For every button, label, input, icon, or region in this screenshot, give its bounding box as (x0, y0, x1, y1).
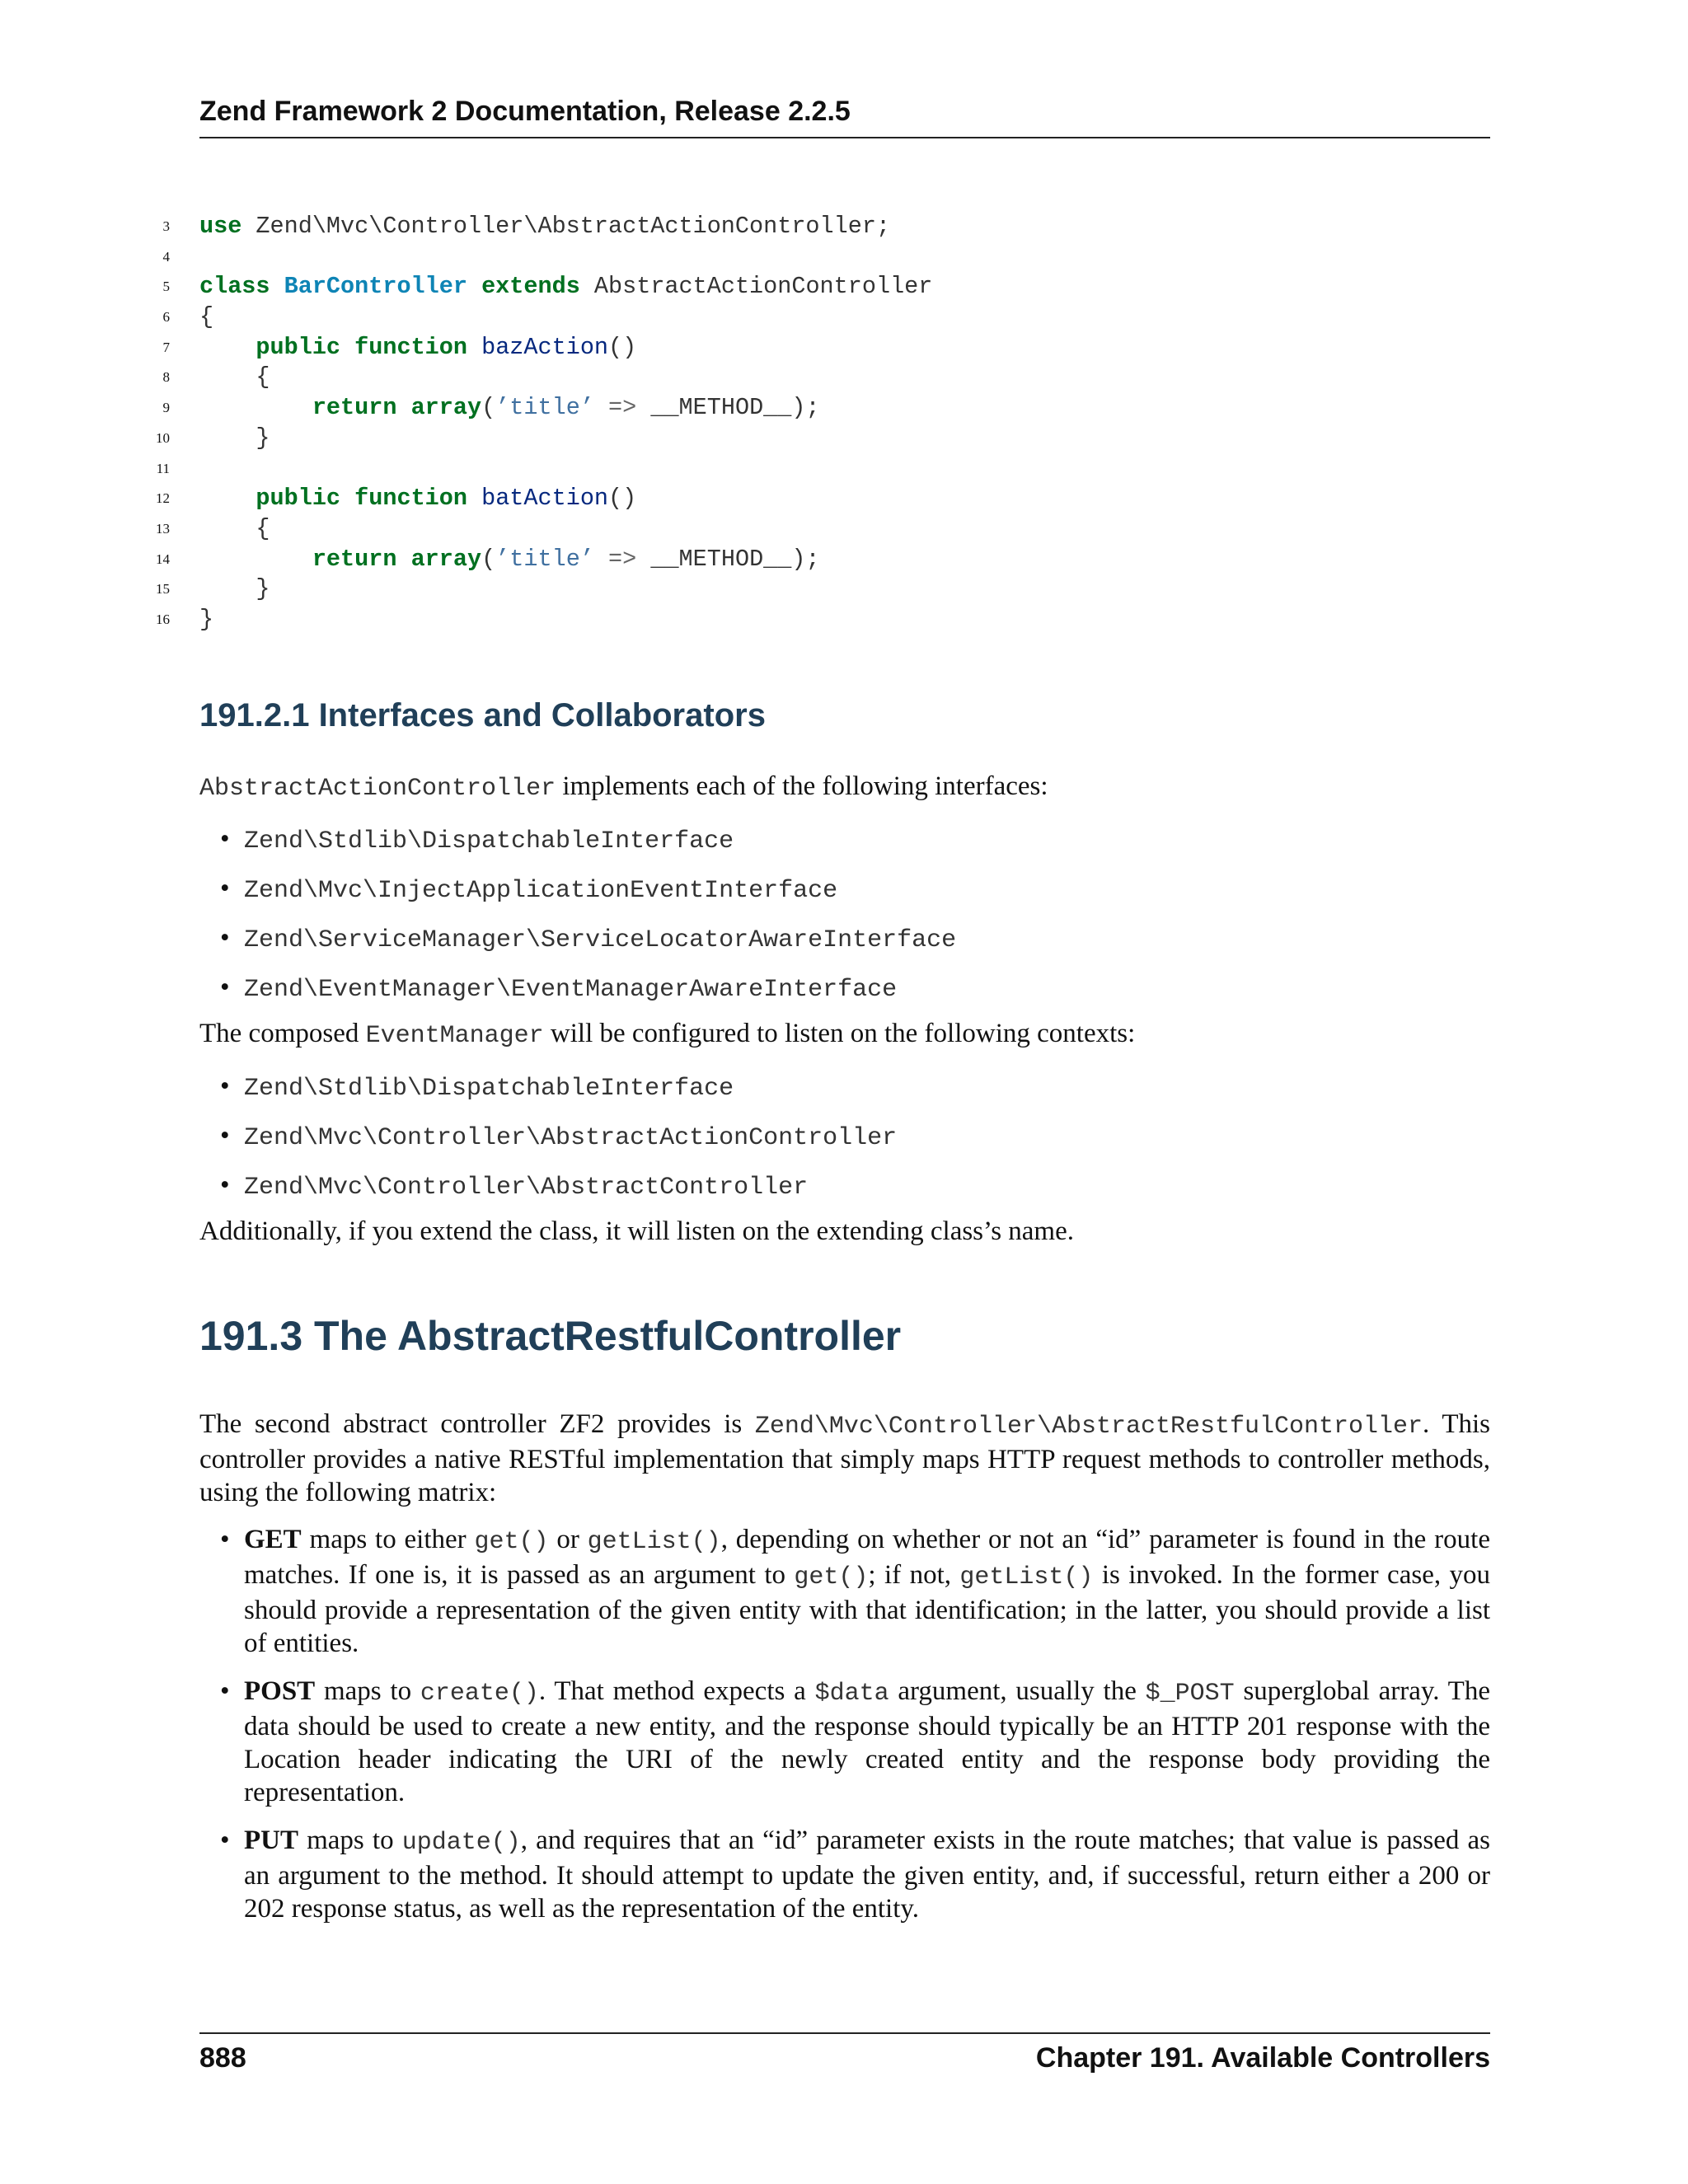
intro-text: implements each of the following interfaces: (556, 771, 1048, 801)
inline-code: $_POST (1145, 1680, 1235, 1708)
code-token (199, 485, 256, 512)
http-verb: PUT (244, 1825, 298, 1855)
bullet-icon: • (220, 923, 230, 953)
code-token (467, 485, 481, 512)
code-token: array (410, 394, 482, 422)
code-token: { (199, 303, 214, 331)
code-token: extends (481, 273, 580, 301)
code-line (148, 212, 1302, 242)
inline-code: get() (474, 1528, 549, 1556)
code-token: __METHOD__); (636, 545, 820, 573)
code-token (396, 546, 410, 573)
code-text (199, 545, 820, 575)
inline-code: create() (420, 1680, 539, 1708)
code-token: return (312, 394, 397, 422)
code-text: Zend\EventManager\EventManagerAwareInterface (244, 976, 898, 1004)
code-token (270, 273, 284, 300)
code-line (148, 605, 1302, 635)
code-token: } (199, 424, 270, 452)
running-header: Zend Framework 2 Documentation, Release 2.2.5 (199, 92, 1490, 138)
code-line (148, 454, 1302, 485)
interface-item (220, 971, 1490, 1020)
inline-code: getList() (587, 1528, 721, 1556)
inline-code: getList() (959, 1563, 1094, 1591)
body-text: , and requires that an “id” parameter exists in the route matches; that value is passed as an argument to the method. It should attempt to update the given entity, and, if successful, return either a 200 or 202 response status, as well as the representation of the entity. (244, 1825, 1490, 1924)
http-method-item (220, 1675, 1490, 1809)
code-text (199, 272, 932, 302)
code-line (148, 484, 1302, 514)
context-item (220, 1169, 1490, 1218)
code-token: return (312, 545, 397, 573)
line-number: 16 (156, 611, 170, 627)
code-token: public (256, 485, 341, 513)
code-token: public (256, 333, 341, 361)
body-text: ; if not, (868, 1560, 960, 1590)
body-text: maps to either (301, 1525, 475, 1554)
code-text: Zend\Mvc\Controller\AbstractController (244, 1174, 809, 1202)
line-number: 8 (162, 369, 170, 386)
line-number: 10 (156, 429, 170, 446)
composed-paragraph: The composed EventManager will be configured to listen on the following contexts: (199, 1019, 1136, 1050)
code-text (199, 212, 890, 242)
code-token: () (608, 485, 637, 513)
inline-code: get() (794, 1563, 869, 1591)
code-token: { (199, 514, 270, 542)
code-token (340, 485, 354, 512)
inline-code: $data (814, 1680, 889, 1708)
chapter-title: Chapter 191. Available Controllers (1035, 2042, 1490, 2074)
code-token: } (199, 605, 214, 633)
line-number: 7 (162, 339, 170, 355)
interfaces-list (220, 823, 1490, 1020)
http-verb: POST (244, 1676, 316, 1706)
code-token (594, 546, 608, 573)
body-text: . That method expects a (538, 1676, 815, 1706)
code-line (148, 363, 1302, 393)
code-line (148, 242, 1302, 273)
code-token: function (354, 485, 467, 513)
http-method-item (220, 1824, 1490, 1925)
code-token (199, 394, 312, 421)
section-heading-restful: 191.3 The AbstractRestfulController (199, 1313, 902, 1359)
code-text: Zend\Stdlib\DispatchableInterface (244, 1075, 734, 1103)
code-line (148, 393, 1302, 424)
body-text: maps to (298, 1825, 402, 1855)
line-number: 6 (162, 309, 170, 326)
line-number: 13 (156, 520, 170, 537)
code-token: { (199, 363, 270, 391)
code-token: class (199, 273, 270, 301)
line-number: 14 (156, 551, 170, 567)
interface-item (220, 921, 1490, 971)
code-token: BarController (284, 273, 467, 301)
code-block (148, 212, 1302, 635)
code-text (199, 484, 636, 514)
code-token: use (199, 213, 242, 240)
code-text (199, 393, 820, 424)
code-line (148, 272, 1302, 302)
code-token: batAction (481, 485, 609, 513)
code-text (199, 424, 270, 454)
bullet-icon: • (220, 824, 230, 854)
code-text (199, 574, 270, 605)
code-token: array (410, 545, 482, 573)
code-token: () (608, 333, 637, 361)
code-token: ’title’ (495, 545, 594, 573)
code-token (396, 394, 410, 421)
body-text: maps to (315, 1676, 420, 1706)
bullet-icon: • (220, 1121, 230, 1151)
class-name-code: AbstractActionController (199, 775, 556, 803)
code-token (594, 394, 608, 421)
bullet-icon: • (220, 1825, 230, 1855)
code-line (148, 574, 1302, 605)
code-token: => (608, 394, 637, 422)
body-text: is invoked. In the former case, you should provide a representation of the given entity with that identification; in the latter, you should provide a list of entities. (244, 1560, 1490, 1658)
code-token (340, 334, 354, 361)
eventmanager-code: EventManager (365, 1022, 544, 1050)
code-token: Zend\Mvc\Controller\AbstractActionController; (241, 213, 891, 240)
additionally-paragraph: Additionally, if you extend the class, it will listen on the extending class’s name. (199, 1216, 1074, 1246)
code-text (199, 605, 213, 635)
code-text (199, 363, 270, 393)
http-method-item (220, 1523, 1490, 1660)
code-line (148, 514, 1302, 545)
code-text: Zend\ServiceManager\ServiceLocatorAwareInterface (244, 926, 957, 954)
interface-item (220, 872, 1490, 921)
code-text: Zend\Mvc\Controller\AbstractActionController (244, 1124, 898, 1152)
body-text: argument, usually the (889, 1676, 1146, 1706)
line-number: 12 (156, 490, 170, 507)
code-text (199, 333, 636, 363)
code-token: bazAction (481, 333, 609, 361)
code-token (199, 334, 256, 361)
code-text (199, 302, 213, 333)
bullet-icon: • (220, 1071, 230, 1101)
body-text: , depending on whether or not an “id” parameter is found in the route matches. If one is, it is passed as an argument to (244, 1525, 1490, 1590)
bullet-icon: • (220, 1170, 230, 1200)
code-token: AbstractActionController (579, 273, 933, 301)
line-number: 5 (162, 279, 170, 295)
contexts-list (220, 1070, 1490, 1218)
code-line (148, 333, 1302, 363)
line-number: 11 (156, 460, 170, 476)
code-token: } (199, 575, 270, 603)
code-token: __METHOD__); (636, 394, 820, 422)
code-token: => (608, 545, 637, 573)
http-methods-list (220, 1523, 1490, 1940)
code-line (148, 545, 1302, 575)
http-verb: GET (244, 1525, 302, 1554)
body-text: or (548, 1525, 588, 1554)
bullet-icon: • (220, 1525, 230, 1554)
code-text: Zend\Mvc\InjectApplicationEventInterface (244, 877, 838, 905)
line-number: 3 (162, 218, 170, 234)
section-heading-interfaces: 191.2.1 Interfaces and Collaborators (199, 697, 766, 733)
page-number: 888 (199, 2042, 246, 2074)
context-item (220, 1119, 1490, 1169)
restful-class-code: Zend\Mvc\Controller\AbstractRestfulController (754, 1413, 1423, 1441)
interfaces-intro (199, 770, 1490, 805)
code-text: Zend\Stdlib\DispatchableInterface (244, 827, 734, 855)
inline-code: update() (401, 1829, 521, 1857)
line-number: 4 (162, 248, 170, 265)
code-token (199, 546, 312, 573)
bullet-icon: • (220, 874, 230, 903)
code-token (467, 334, 481, 361)
code-line (148, 302, 1302, 333)
interface-item (220, 823, 1490, 872)
body-text: superglobal array. The data should be used to create a new entity, and the response should typically be an HTTP 201 response with the Location header indicating the URI of the newly created entity and the response body providing the representation. (244, 1676, 1490, 1807)
code-token: function (354, 333, 467, 361)
bullet-icon: • (220, 972, 230, 1002)
line-number: 15 (156, 581, 170, 598)
context-item (220, 1070, 1490, 1119)
code-text (199, 514, 270, 545)
code-token: ( (481, 394, 496, 422)
page-footer (199, 2032, 1490, 2074)
bullet-icon: • (220, 1676, 230, 1706)
code-token: ’title’ (495, 394, 594, 422)
code-token: ( (481, 545, 496, 573)
restful-intro: The second abstract controller ZF2 provides is Zend\Mvc\Controller\AbstractRestfulController. This controller provides a native RESTful implementation that simply maps HTTP request methods to controller methods, using the following matrix: (199, 1409, 1490, 1507)
line-number: 9 (162, 400, 170, 416)
code-line (148, 424, 1302, 454)
code-token (467, 273, 481, 300)
